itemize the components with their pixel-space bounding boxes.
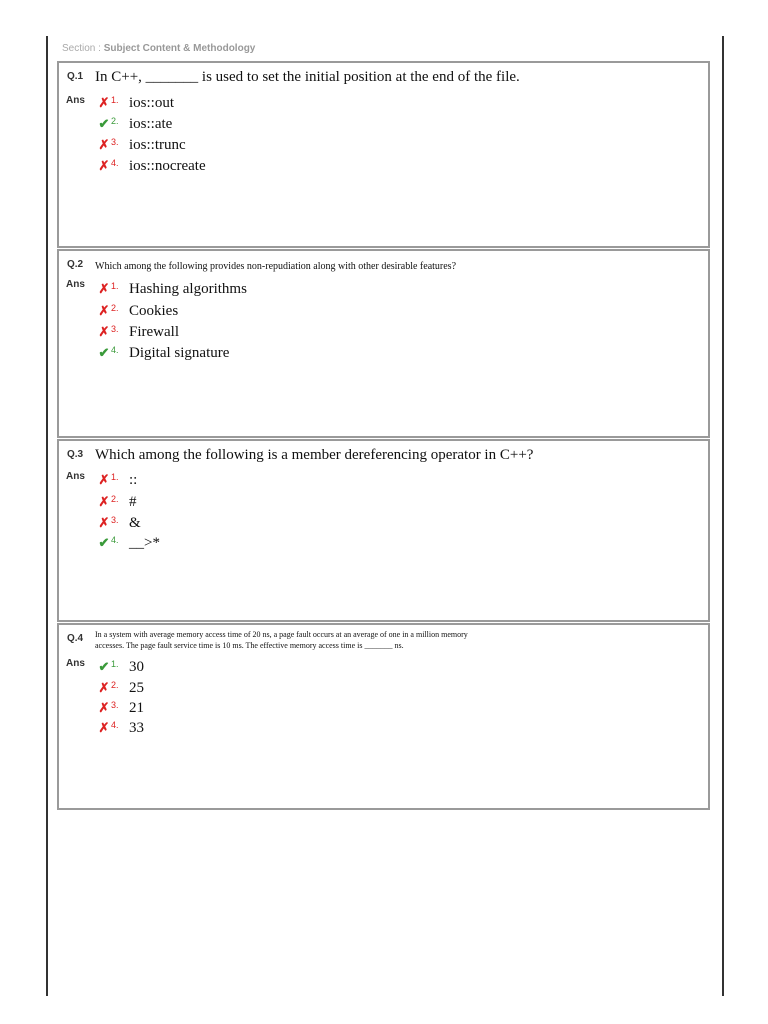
question-card-3 bbox=[57, 439, 710, 622]
option-text: & bbox=[129, 515, 141, 531]
option-3 bbox=[97, 699, 144, 719]
cross-icon: ✗ bbox=[98, 324, 110, 339]
cross-icon: ✗ bbox=[98, 720, 110, 735]
option-text: ios::trunc bbox=[129, 137, 186, 153]
option-text: Digital signature bbox=[129, 345, 230, 361]
question-text: Which among the following is a member dereferencing operator in C++? bbox=[95, 447, 534, 463]
cross-icon: ✗ bbox=[98, 515, 110, 530]
section-heading bbox=[62, 43, 255, 54]
cross-icon: ✗ bbox=[98, 494, 110, 509]
answer-label: Ans bbox=[66, 95, 85, 106]
option-text: Firewall bbox=[129, 324, 179, 340]
page-left-border bbox=[46, 36, 48, 996]
option-number: 2. bbox=[111, 494, 119, 504]
option-text: Cookies bbox=[129, 303, 179, 319]
option-1 bbox=[97, 280, 247, 300]
option-number: 3. bbox=[111, 515, 119, 525]
option-1 bbox=[97, 658, 144, 678]
option-3 bbox=[97, 514, 141, 534]
option-3 bbox=[97, 136, 186, 156]
answer-label: Ans bbox=[66, 471, 85, 482]
option-number: 2. bbox=[111, 116, 119, 126]
cross-icon: ✗ bbox=[98, 700, 110, 715]
option-2 bbox=[97, 679, 144, 699]
option-text: __>* bbox=[129, 535, 160, 551]
option-4 bbox=[97, 719, 144, 739]
option-number: 2. bbox=[111, 680, 119, 690]
cross-icon: ✗ bbox=[98, 95, 110, 110]
question-text-line-2: accesses. The page fault service time is 10 ms. The effective memory access time is _______ ns. bbox=[95, 641, 404, 650]
cross-icon: ✗ bbox=[98, 281, 110, 296]
question-text-line-1: In a system with average memory access time of 20 ns, a page fault occurs at an average of one in a million memory bbox=[95, 630, 468, 639]
option-text: ios::out bbox=[129, 95, 175, 111]
option-text: :: bbox=[129, 472, 138, 488]
cross-icon: ✗ bbox=[98, 137, 110, 152]
option-text: 30 bbox=[129, 659, 144, 675]
question-card-2 bbox=[57, 249, 710, 438]
option-2 bbox=[97, 302, 178, 322]
option-number: 3. bbox=[111, 700, 119, 710]
section-name: Subject Content & Methodology bbox=[103, 43, 256, 54]
option-4 bbox=[97, 157, 206, 177]
check-icon: ✔ bbox=[98, 116, 110, 131]
page-right-border bbox=[722, 36, 724, 996]
cross-icon: ✗ bbox=[98, 680, 110, 695]
option-1 bbox=[97, 94, 174, 114]
question-card-4 bbox=[57, 623, 710, 810]
answer-label: Ans bbox=[66, 658, 85, 669]
option-number: 4. bbox=[111, 535, 119, 545]
question-text: Which among the following provides non-repudiation along with other desirable features? bbox=[95, 261, 457, 272]
option-1 bbox=[97, 471, 137, 491]
option-4 bbox=[97, 534, 160, 554]
answer-label: Ans bbox=[66, 279, 85, 290]
question-text: In C++, _______ is used to set the initial position at the end of the file. bbox=[95, 69, 520, 85]
cross-icon: ✗ bbox=[98, 472, 110, 487]
option-3 bbox=[97, 323, 179, 343]
option-number: 4. bbox=[111, 720, 119, 730]
question-number: Q.2 bbox=[67, 259, 84, 270]
option-2 bbox=[97, 493, 137, 513]
option-number: 4. bbox=[111, 345, 119, 355]
option-number: 3. bbox=[111, 137, 119, 147]
option-text: ios::ate bbox=[129, 116, 173, 132]
option-text: 25 bbox=[129, 680, 144, 696]
question-number: Q.3 bbox=[67, 449, 84, 460]
option-number: 3. bbox=[111, 324, 119, 334]
cross-icon: ✗ bbox=[98, 303, 110, 318]
check-icon: ✔ bbox=[98, 535, 110, 550]
question-number: Q.1 bbox=[67, 71, 84, 82]
question-card-1 bbox=[57, 61, 710, 248]
option-number: 1. bbox=[111, 281, 119, 291]
option-number: 2. bbox=[111, 303, 119, 313]
option-2 bbox=[97, 115, 172, 135]
check-icon: ✔ bbox=[98, 345, 110, 360]
check-icon: ✔ bbox=[98, 659, 110, 674]
option-text: Hashing algorithms bbox=[129, 281, 247, 297]
option-text: 33 bbox=[129, 720, 144, 736]
cross-icon: ✗ bbox=[98, 158, 110, 173]
option-number: 4. bbox=[111, 158, 119, 168]
option-number: 1. bbox=[111, 95, 119, 105]
option-number: 1. bbox=[111, 472, 119, 482]
question-number: Q.4 bbox=[67, 633, 84, 644]
option-text: 21 bbox=[129, 700, 144, 716]
option-text: # bbox=[129, 494, 137, 510]
option-4 bbox=[97, 344, 229, 364]
question-text bbox=[95, 629, 688, 651]
section-label: Section : bbox=[62, 43, 104, 54]
option-number: 1. bbox=[111, 659, 119, 669]
option-text: ios::nocreate bbox=[129, 158, 206, 174]
